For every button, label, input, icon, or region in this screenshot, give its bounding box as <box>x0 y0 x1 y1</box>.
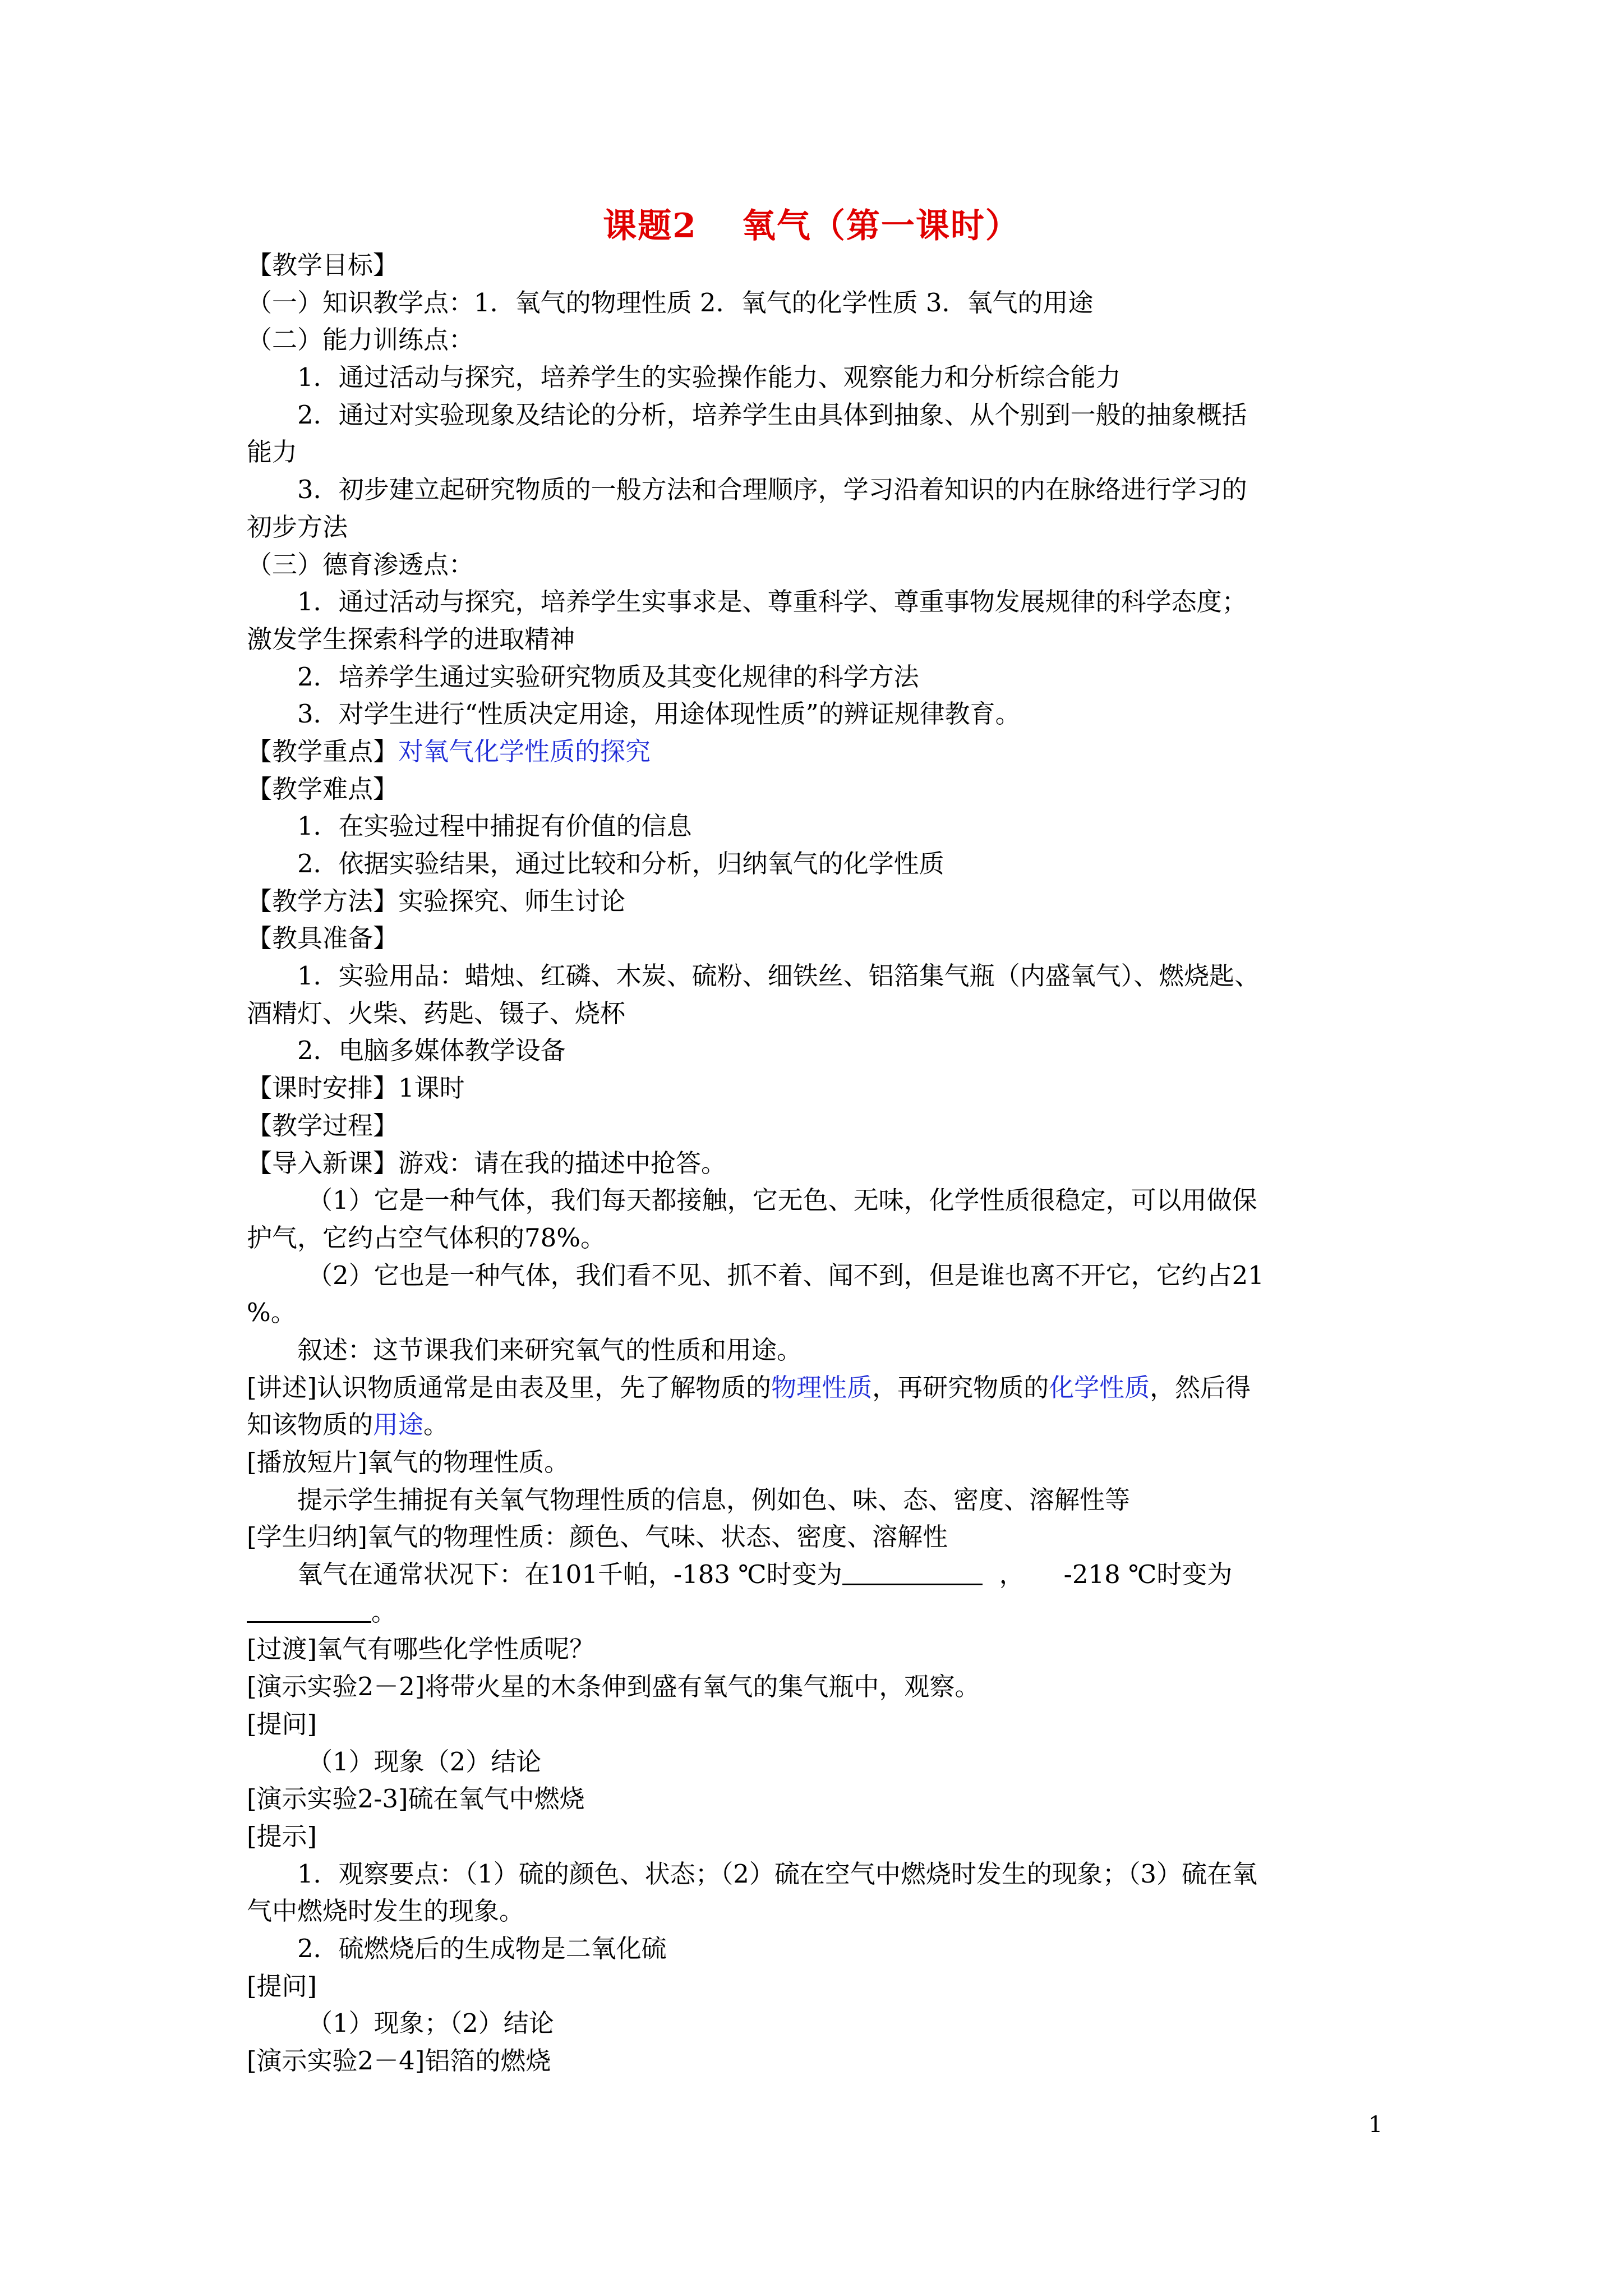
text-line: 【教学方法】实验探究、师生讨论 <box>247 886 626 916</box>
text-segment: ，再研究物质的 <box>872 1372 1049 1402</box>
text-line: 【导入新课】游戏：请在我的描述中抢答。 <box>247 1148 727 1178</box>
page-number: 1 <box>1368 2112 1383 2138</box>
text-line: 提示学生捕捉有关氧气物理性质的信息，例如色、味、态、密度、溶解性等 <box>297 1484 1131 1515</box>
answer-blank <box>842 1561 983 1585</box>
text-segment: [讲述]认识物质通常是由表及里，先了解物质的 <box>247 1372 772 1402</box>
text-segment: -218 ℃时变为 <box>1063 1559 1233 1590</box>
page-title <box>0 199 1623 247</box>
text-line <box>247 1406 1391 1444</box>
text-line: [播放短片]氧气的物理性质。 <box>247 1447 570 1477</box>
text-line: 1．在实验过程中捕捉有价值的信息 <box>297 811 692 841</box>
physical-property-term: 物理性质 <box>771 1372 873 1402</box>
text-line: [提问] <box>247 1709 317 1739</box>
text-line: 2．通过对实验现象及结论的分析，培养学生由具体到抽象、从个别到一般的抽象概括 <box>297 399 1247 430</box>
text-line: 2．依据实验结果，通过比较和分析，归纳氧气的化学性质 <box>297 849 944 878</box>
text-line: 3．初步建立起研究物质的一般方法和合理顺序，学习沿着知识的内在脉络进行学习的 <box>297 475 1247 505</box>
text-line: 初步方法 <box>247 512 348 542</box>
text-line <box>247 733 1391 771</box>
text-line: 1．通过活动与探究，培养学生的实验操作能力、观察能力和分析综合能力 <box>297 362 1121 393</box>
text-segment: 知该物质的 <box>247 1410 374 1440</box>
text-line: 叙述：这节课我们来研究氧气的性质和用途。 <box>297 1335 803 1365</box>
text-line: （1）现象（2）结论 <box>307 1746 542 1777</box>
section-heading: 【教具准备】 <box>247 923 399 954</box>
text-line: 1．通过活动与探究，培养学生实事求是、尊重科学、尊重事物发展规律的科学态度； <box>297 587 1247 617</box>
answer-blank <box>247 1599 371 1623</box>
section-heading: 【教学过程】 <box>247 1110 399 1140</box>
key-point-text: 对氧气化学性质的探究 <box>398 736 651 766</box>
title-topic: 氧气（第一课时） <box>741 206 1020 246</box>
chemical-property-term: 化学性质 <box>1049 1372 1150 1402</box>
text-line: 能力 <box>247 437 298 467</box>
text-line: 激发学生探索科学的进取精神 <box>247 624 575 654</box>
text-line: 护气，它约占空气体积的78%。 <box>247 1222 606 1253</box>
text-line: 3．对学生进行“性质决定用途，用途体现性质”的辨证规律教育。 <box>297 699 1021 729</box>
text-line: （三）德育渗透点： <box>247 549 474 579</box>
text-segment: 氧气在通常状况下：在101千帕，-183 ℃时变为 <box>297 1559 842 1590</box>
text-line: [演示实验2－2]将带火星的木条伸到盛有氧气的集气瓶中，观察。 <box>247 1672 980 1702</box>
text-line: （2）它也是一种气体，我们看不见、抓不着、闻不到，但是谁也离不开它，它约占21 <box>307 1260 1264 1290</box>
fill-in-line <box>247 1556 1391 1594</box>
text-segment: ，然后得 <box>1150 1372 1251 1402</box>
text-line: [提问] <box>247 1971 317 2001</box>
text-line: 2．电脑多媒体教学设备 <box>297 1036 566 1066</box>
section-heading: 【教学难点】 <box>247 774 399 804</box>
text-line: [学生归纳]氧气的物理性质：颜色、气味、状态、密度、溶解性 <box>247 1522 948 1552</box>
text-segment: 。 <box>371 1596 397 1627</box>
usage-term: 用途 <box>373 1410 424 1440</box>
text-line: %。 <box>247 1297 296 1328</box>
text-line: 2．硫燃烧后的生成物是二氧化硫 <box>297 1933 667 1963</box>
text-line: [演示实验2-3]硫在氧气中燃烧 <box>247 1784 585 1814</box>
text-line: 2．培养学生通过实验研究物质及其变化规律的科学方法 <box>297 661 919 692</box>
text-line: [演示实验2－4]铝箔的燃烧 <box>247 2046 551 2076</box>
text-line: （1）它是一种气体，我们每天都接触，它无色、无味，化学性质很稳定，可以用做保 <box>307 1185 1257 1216</box>
text-segment: ， <box>999 1559 1025 1590</box>
text-line <box>247 1369 1391 1407</box>
text-line: 1．实验用品：蜡烛、红磷、木炭、硫粉、细铁丝、铝箔集气瓶（内盛氧气）、燃烧匙、 <box>297 961 1260 991</box>
text-line: （二）能力训练点： <box>247 325 474 355</box>
text-line: [提示] <box>247 1821 317 1851</box>
text-line: 酒精灯、火柴、药匙、镊子、烧杯 <box>247 998 626 1028</box>
text-line: [过渡]氧气有哪些化学性质呢？ <box>247 1634 595 1664</box>
text-segment: 。 <box>423 1410 449 1440</box>
text-line: 气中燃烧时发生的现象。 <box>247 1896 525 1926</box>
section-heading: 【教学目标】 <box>247 250 399 280</box>
section-heading: 【教学重点】 <box>247 736 399 766</box>
text-line: （1）现象；（2）结论 <box>307 2008 554 2039</box>
document-body <box>247 247 1391 2080</box>
text-line: （一）知识教学点：1．氧气的物理性质 2．氧气的化学性质 3．氧气的用途 <box>247 287 1094 318</box>
text-line: 【课时安排】1课时 <box>247 1073 465 1103</box>
title-lesson-number: 课题2 <box>603 206 697 246</box>
text-line: 1．观察要点：（1）硫的颜色、状态；（2）硫在空气中燃烧时发生的现象；（3）硫在氧 <box>297 1858 1258 1889</box>
fill-in-line <box>247 1594 1391 1631</box>
